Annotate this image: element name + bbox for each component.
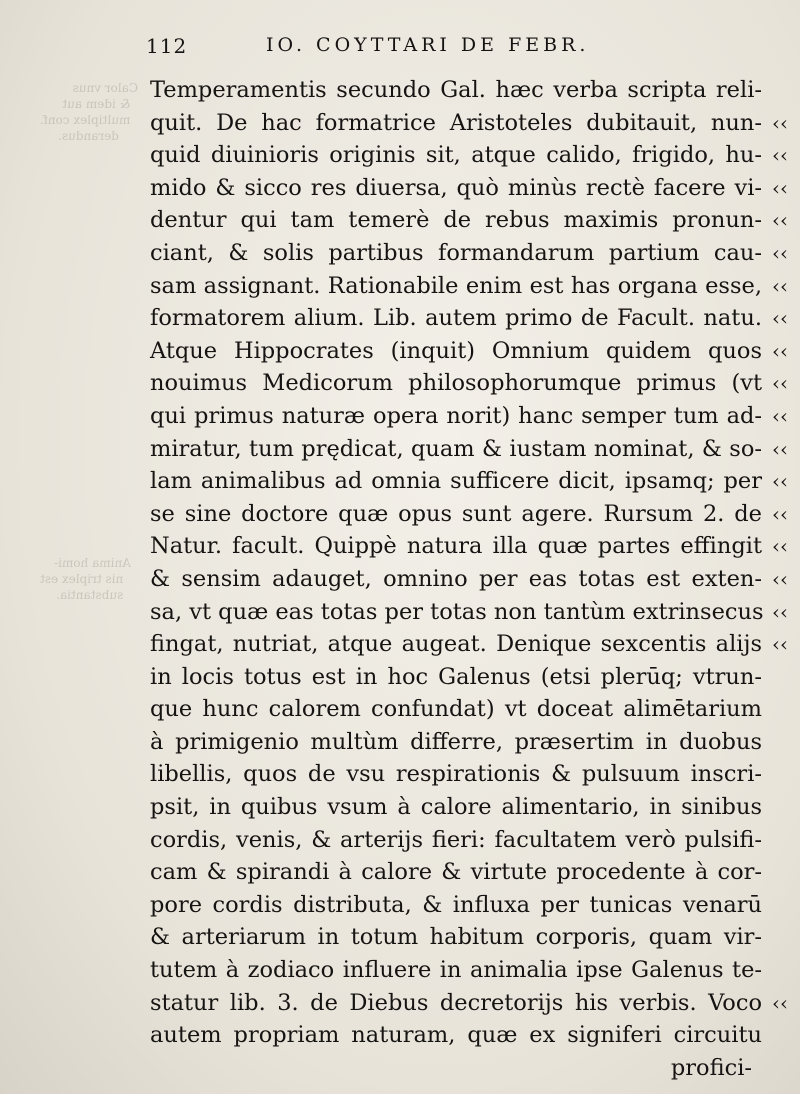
main-text-block [150, 74, 762, 1084]
text-line: miratur, tum prędicat, quam & iustam nominat, & so- [150, 435, 762, 462]
quote-mark [748, 661, 788, 694]
quote-mark: ‹‹ [772, 501, 788, 526]
text-line: quit. De hac formatrice Aristoteles dubitauit, nun- [150, 109, 762, 136]
text-line: à primigenio multùm differre, præsertim in duobus [150, 728, 762, 755]
quotation-margin-marks [748, 74, 788, 1084]
quote-mark [748, 1052, 788, 1085]
text-line: in locis totus est in hoc Galenus (etsi plerūq; vtrun- [150, 663, 762, 690]
text-line: statur lib. 3. de Diebus decretorijs his verbis. Voco [150, 989, 762, 1016]
quote-mark [748, 74, 788, 107]
quote-mark [748, 726, 788, 759]
text-line: profici- [670, 1054, 752, 1081]
text-line: libellis, quos de vsu respirationis & pulsuum inscri- [150, 761, 762, 788]
text-line: que hunc calorem confundat) vt doceat alimētarium [150, 696, 762, 723]
quote-mark: ‹‹ [772, 175, 788, 200]
text-line: formatorem alium. Lib. autem primo de Facult. natu. [150, 305, 762, 332]
text-line: nouimus Medicorum philosophorumque primus (vt [150, 370, 762, 397]
quote-mark [748, 889, 788, 922]
text-line: tutem à zodiaco influere in animalia ipse Galenus te- [150, 957, 762, 984]
text-line: se sine doctore quæ opus sunt agere. Rursum 2. de [150, 500, 762, 527]
quote-mark: ‹‹ [772, 143, 788, 168]
text-line: lam animalibus ad omnia sufficere dicit, ipsamq; per [150, 468, 762, 495]
quote-mark: ‹‹ [772, 110, 788, 135]
quote-mark: ‹‹ [772, 403, 788, 428]
quote-mark: ‹‹ [772, 306, 788, 331]
quote-mark: ‹‹ [772, 371, 788, 396]
quote-mark: ‹‹ [772, 534, 788, 559]
quote-mark: ‹‹ [772, 632, 788, 657]
text-line: cordis, venis, & arterijs fieri: facultatem verò pulsifi- [150, 826, 762, 853]
quote-mark: ‹‹ [772, 599, 788, 624]
text-line: sa, vt quæ eas totas per totas non tantùm extrinsecus [150, 598, 764, 625]
quote-mark: ‹‹ [772, 240, 788, 265]
quote-mark: ‹‹ [772, 469, 788, 494]
running-title: IO. COYTTARI DE FEBR. [266, 34, 590, 56]
text-line: pore cordis distributa, & influxa per tunicas venarū [150, 891, 762, 918]
show-through-text: Anima homi- nis triplex est substantia. [40, 556, 131, 602]
quote-mark: ‹‹ [772, 566, 788, 591]
quote-mark: ‹‹ [772, 436, 788, 461]
quote-mark: ‹‹ [772, 273, 788, 298]
text-line: ciant, & solis partibus formandarum partium cau- [150, 239, 762, 266]
quote-mark [748, 921, 788, 954]
page-number: 112 [146, 34, 188, 58]
quote-mark [748, 791, 788, 824]
text-line: qui primus naturæ opera norit) hanc semper tum ad- [150, 402, 762, 429]
quote-mark: ‹‹ [772, 338, 788, 363]
page-header [146, 34, 766, 64]
quote-mark: ‹‹ [772, 990, 788, 1015]
text-line: autem propriam naturam, quæ ex signiferi circuitu [150, 1022, 762, 1049]
quote-mark [748, 954, 788, 987]
quote-mark: ‹‹ [772, 208, 788, 233]
quote-mark [748, 856, 788, 889]
text-line: Temperamentis secundo Gal. hæc verba scripta reli- [150, 77, 762, 103]
quote-mark [748, 758, 788, 791]
quote-mark [748, 693, 788, 726]
text-line: sam assignant. Rationabile enim est has organa esse, [150, 272, 762, 299]
text-line: quid diuinioris originis sit, atque calido, frigido, hu- [150, 142, 762, 169]
quote-mark [748, 1019, 788, 1052]
text-line: fingat, nutriat, atque augeat. Denique sexcentis alijs [150, 631, 762, 658]
text-line: cam & spirandi à calore & virtute procedente à cor- [150, 859, 762, 886]
text-line: mido & sicco res diuersa, quò minùs rectè facere vi- [150, 174, 762, 201]
text-line: & arteriarum in totum habitum corporis, quam vir- [150, 924, 762, 951]
text-line: Natur. facult. Quippè natura illa quæ partes effingit [150, 533, 762, 560]
show-through-text: Calor vnus & idem aut multiplex conf. derandus. [40, 81, 138, 143]
text-line: Atque Hippocrates (inquit) Omnium quidem quos [150, 337, 762, 364]
text-line: dentur qui tam temerè de rebus maximis pronun- [150, 207, 762, 234]
quote-mark [748, 824, 788, 857]
text-line: & sensim adauget, omnino per eas totas est exten- [150, 565, 762, 592]
text-line: psit, in quibus vsum à calore alimentario, in sinibus [150, 794, 762, 821]
